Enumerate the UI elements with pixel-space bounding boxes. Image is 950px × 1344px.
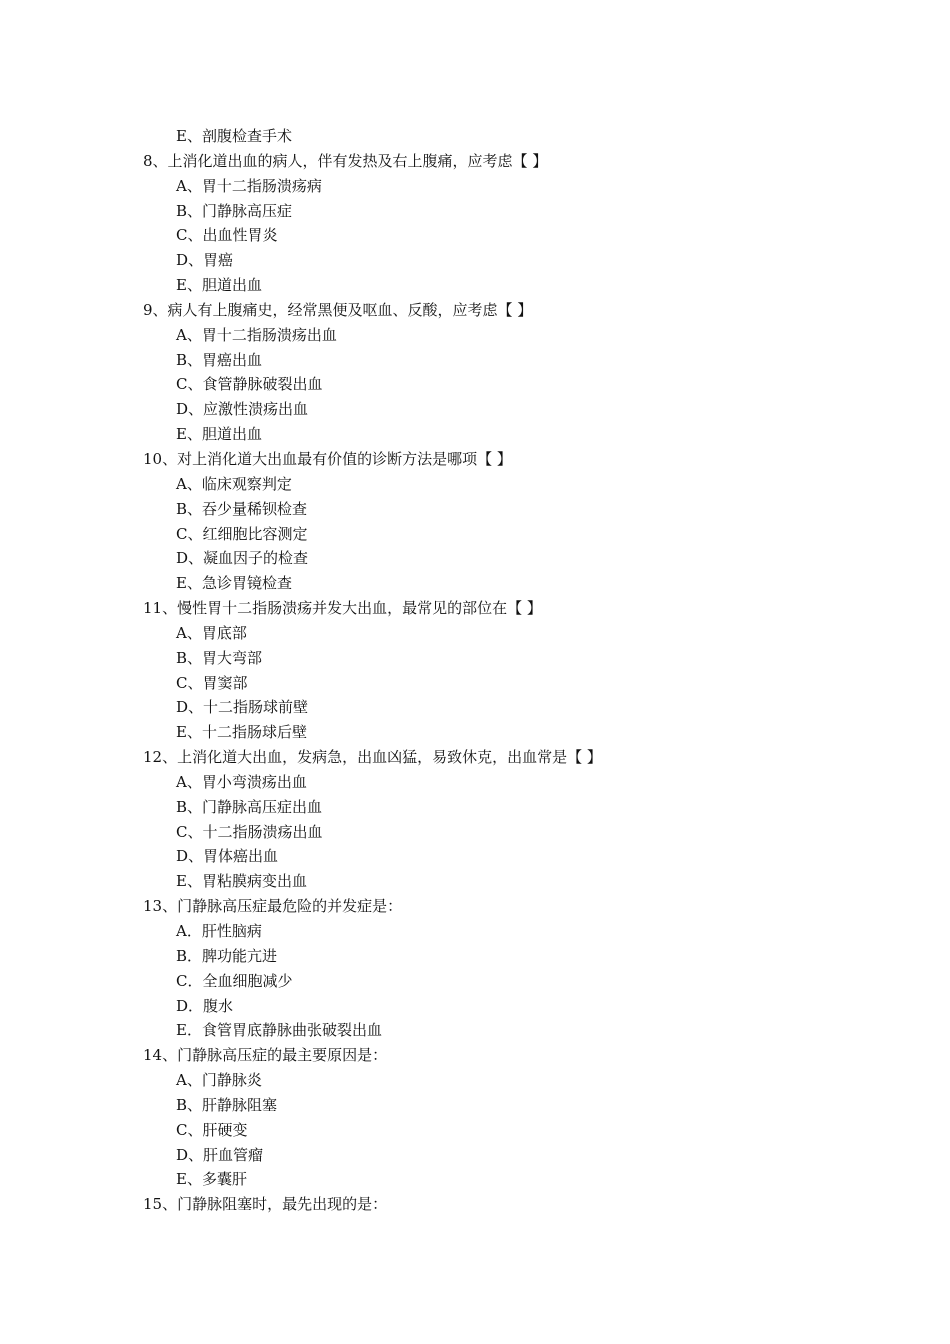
option-line: C、胃窦部 — [176, 673, 248, 692]
option-line: D、胃体癌出血 — [176, 847, 279, 866]
question-line: 8、上消化道出血的病人，伴有发热及右上腹痛，应考虑【 】 — [143, 151, 548, 170]
question-line: 14、门静脉高压症的最主要原因是： — [143, 1046, 388, 1065]
option-line: D、应激性溃疡出血 — [176, 400, 309, 419]
option-line: A、临床观察判定 — [176, 474, 292, 493]
option-line: C、十二指肠溃疡出血 — [176, 822, 323, 841]
option-line: B、胃大弯部 — [176, 648, 263, 667]
document-page — [0, 124, 950, 1217]
option-line: B．脾功能亢进 — [176, 946, 278, 965]
option-line: E．食管胃底静脉曲张破裂出血 — [176, 1021, 382, 1040]
question-line: 12、上消化道大出血，发病急，出血凶猛，易致休克，出血常是【 】 — [143, 748, 602, 767]
option-line: D、凝血因子的检查 — [176, 549, 309, 568]
option-line: C、红细胞比容测定 — [176, 524, 308, 543]
option-line: E、十二指肠球后壁 — [176, 723, 307, 742]
question-line: 13、门静脉高压症最危险的并发症是： — [143, 897, 403, 916]
option-line: A、门静脉炎 — [176, 1071, 262, 1090]
option-line: B、吞少量稀钡检查 — [176, 499, 308, 518]
option-line: C、食管静脉破裂出血 — [176, 375, 323, 394]
option-line: E、急诊胃镜检查 — [176, 574, 292, 593]
option-line: B、门静脉高压症出血 — [176, 797, 323, 816]
option-line: E、胆道出血 — [176, 425, 262, 444]
option-line: C、肝硬变 — [176, 1120, 248, 1139]
option-line: C．全血细胞减少 — [176, 971, 293, 990]
question-line: 15、门静脉阻塞时，最先出现的是： — [143, 1195, 388, 1214]
option-line: A、胃十二指肠溃疡病 — [176, 176, 322, 195]
option-line: E、胆道出血 — [176, 276, 262, 295]
option-line: E、胃粘膜病变出血 — [176, 872, 307, 891]
option-line: E、多囊肝 — [176, 1170, 247, 1189]
option-line: D、肝血管瘤 — [176, 1145, 264, 1164]
option-line: D、胃癌 — [176, 251, 234, 270]
option-line: A．肝性脑病 — [176, 922, 262, 940]
question-line: 11、慢性胃十二指肠溃疡并发大出血，最常见的部位在【 】 — [143, 599, 542, 618]
question-line: 9、病人有上腹痛史，经常黑便及呕血、反酸，应考虑【 】 — [143, 300, 533, 319]
option-line: A、胃底部 — [176, 623, 247, 642]
option-line: D．腹水 — [176, 996, 234, 1015]
option-line: A、胃小弯溃疡出血 — [176, 772, 307, 791]
option-line: A、胃十二指肠溃疡出血 — [176, 325, 337, 344]
question-line: 10、对上消化道大出血最有价值的诊断方法是哪项【 】 — [143, 449, 512, 468]
option-line: B、肝静脉阻塞 — [176, 1095, 278, 1114]
option-line: C、出血性胃炎 — [176, 226, 278, 245]
option-line: B、胃癌出血 — [176, 350, 263, 369]
option-line: E、剖腹检查手术 — [176, 127, 292, 145]
option-line: B、门静脉高压症 — [176, 201, 293, 220]
option-line: D、十二指肠球前壁 — [176, 698, 309, 717]
